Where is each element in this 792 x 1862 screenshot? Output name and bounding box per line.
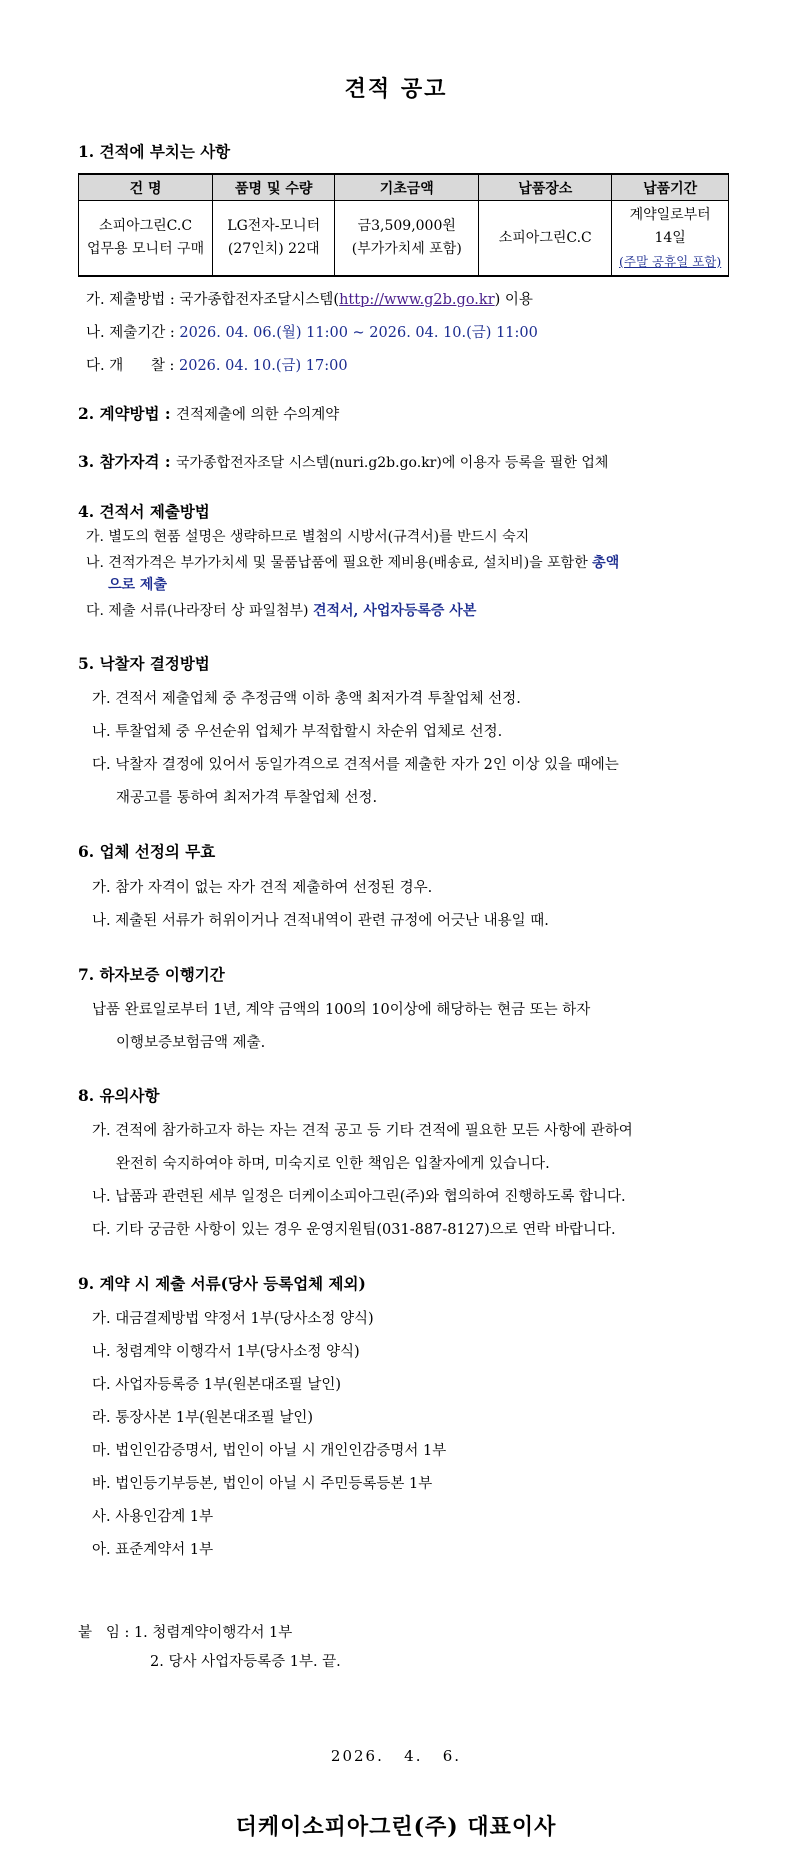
cell-line: 소피아그린C.C [99, 218, 193, 234]
emphasis: 총액 [592, 555, 620, 571]
table-header: 납품장소 [479, 174, 612, 201]
section-7-line-1: 납품 완료일로부터 1년, 계약 금액의 100의 10이상에 해당하는 현금 또는 하자 [92, 1002, 591, 1018]
section-6-heading: 6. 업체 선정의 무효 [78, 842, 216, 861]
table-header-row [79, 174, 729, 201]
section-4-item-b [86, 552, 619, 572]
section-9-item: 사. 사용인감계 1부 [92, 1509, 214, 1525]
attachment-label: 붙 임 : [78, 1625, 134, 1641]
value: 2026. 04. 06.(월) 11:00 ~ 2026. 04. 10.(금) 11:00 [179, 325, 538, 341]
section-4-heading: 4. 견적서 제출방법 [78, 502, 210, 521]
section-2-heading [78, 402, 339, 424]
submit-period-line [86, 321, 538, 342]
cell-line: 업무용 모니터 구매 [87, 241, 205, 257]
section-8-item-b: 나. 납품과 관련된 세부 일정은 더케이소피아그린(주)와 협의하여 진행하도록 합니다. [92, 1189, 626, 1205]
section-7-line-2: 이행보증보험금액 제출. [116, 1035, 266, 1051]
page-title: 견적 공고 [344, 76, 448, 102]
value: 국가종합전자조달시스템( [179, 292, 340, 308]
quote-table [78, 173, 729, 277]
section-9-item: 마. 법인인감증명서, 법인이 아닐 시 개인인감증명서 1부 [92, 1443, 447, 1459]
section-9-item: 나. 청렴계약 이행각서 1부(당사소정 양식) [92, 1344, 360, 1360]
issuer-signature: 더케이소피아그린(주) 대표이사 [235, 1814, 557, 1840]
text: 다. 제출 서류(나라장터 상 파일첨부) [86, 603, 313, 619]
text: 나. 견적가격은 부가가치세 및 물품납품에 필요한 제비용(배송료, 설치비)을 포함한 [86, 555, 593, 571]
value: 견적제출에 의한 수의계약 [175, 407, 340, 423]
table-cell-price [335, 201, 479, 277]
cell-line: (부가가치세 포함) [351, 241, 462, 257]
section-7-heading: 7. 하자보증 이행기간 [78, 965, 225, 984]
table-cell-product [213, 201, 335, 277]
section-3-heading [78, 450, 608, 472]
attachment-line-1 [78, 1621, 292, 1642]
emphasis: 견적서, 사업자등록증 사본 [312, 603, 477, 619]
section-5-item-c-cont: 재공고를 통하여 최저가격 투찰업체 선정. [116, 790, 378, 806]
section-8-item-a-cont: 완전히 숙지하여야 하며, 미숙지로 인한 책임은 입찰자에게 있습니다. [116, 1156, 550, 1172]
value: 국가종합전자조달 시스템(nuri.g2b.go.kr)에 이용자 등록을 필한 업체 [175, 455, 609, 471]
cell-line: (27인치) 22대 [227, 241, 320, 257]
cell-line: 14일 [654, 229, 686, 246]
heading-text: 3. 참가자격 : [78, 452, 176, 471]
section-5-item-a: 가. 견적서 제출업체 중 추정금액 이하 총액 최저가격 투찰업체 선정. [92, 691, 521, 707]
section-5-item-c: 다. 낙찰자 결정에 있어서 동일가격으로 견적서를 제출한 자가 2인 이상 있을 때에는 [92, 757, 619, 773]
opening-line [86, 354, 348, 375]
section-4-item-c [86, 600, 476, 620]
attachment-item: 1. 청렴계약이행각서 1부 [133, 1625, 293, 1641]
g2b-link[interactable]: http://www.g2b.go.kr [339, 292, 495, 308]
section-5-item-b: 나. 투찰업체 중 우선순위 업체가 부적합할시 차순위 업체로 선정. [92, 724, 503, 740]
label: 다. 개 찰 : [86, 358, 179, 374]
section-4-item-a: 가. 별도의 현품 설명은 생략하므로 별첨의 시방서(규격서)를 반드시 숙지 [86, 529, 530, 545]
value: ) 이용 [494, 292, 533, 308]
heading-text: 2. 계약방법 : [78, 404, 176, 423]
submit-method-line [86, 288, 533, 309]
cell-note: (주말 공휴일 포함) [619, 253, 722, 269]
label: 나. 제출기간 : [86, 325, 180, 341]
table-cell-item [79, 201, 213, 277]
issue-date: 2026. 4. 6. [330, 1747, 462, 1765]
section-9-item: 라. 통장사본 1부(원본대조필 날인) [92, 1410, 314, 1426]
section-8-item-c: 다. 기타 궁금한 사항이 있는 경우 운영지원팀(031-887-8127)으로 연락 바랍니다. [92, 1222, 616, 1238]
section-1-heading: 1. 견적에 부치는 사항 [78, 142, 231, 161]
table-header: 납품기간 [612, 174, 729, 201]
emphasis: 으로 제출 [108, 577, 167, 593]
section-6-item-a: 가. 참가 자격이 없는 자가 견적 제출하여 선정된 경우. [92, 880, 433, 896]
section-4-item-b-cont [108, 574, 167, 594]
section-9-heading: 9. 계약 시 제출 서류(당사 등록업체 제외) [78, 1274, 366, 1293]
table-header: 건 명 [79, 174, 213, 201]
value: 2026. 04. 10.(금) 17:00 [179, 358, 348, 374]
table-cell-period [612, 201, 729, 277]
section-6-item-b: 나. 제출된 서류가 허위이거나 견적내역이 관련 규정에 어긋난 내용일 때. [92, 913, 549, 929]
cell-line: 금3,509,000원 [357, 218, 456, 234]
cell-line: LG전자-모니터 [227, 218, 321, 234]
attachment-line-2: 2. 당사 사업자등록증 1부. 끝. [150, 1654, 341, 1670]
table-row [79, 201, 729, 277]
section-9-item: 바. 법인등기부등본, 법인이 아닐 시 주민등록등본 1부 [92, 1476, 433, 1492]
section-9-item: 다. 사업자등록증 1부(원본대조필 날인) [92, 1377, 342, 1393]
section-8-heading: 8. 유의사항 [78, 1086, 160, 1105]
section-9-item: 가. 대금결제방법 약정서 1부(당사소정 양식) [92, 1311, 374, 1327]
table-header: 기초금액 [335, 174, 479, 201]
section-8-item-a: 가. 견적에 참가하고자 하는 자는 견적 공고 등 기타 견적에 필요한 모든 사항에 관하여 [92, 1123, 633, 1139]
cell-line: 계약일로부터 [629, 206, 711, 223]
table-header: 품명 및 수량 [213, 174, 335, 201]
section-5-heading: 5. 낙찰자 결정방법 [78, 654, 210, 673]
section-9-item: 아. 표준계약서 1부 [92, 1542, 214, 1558]
label: 가. 제출방법 : [86, 292, 180, 308]
table-cell-place: 소피아그린C.C [479, 201, 612, 277]
